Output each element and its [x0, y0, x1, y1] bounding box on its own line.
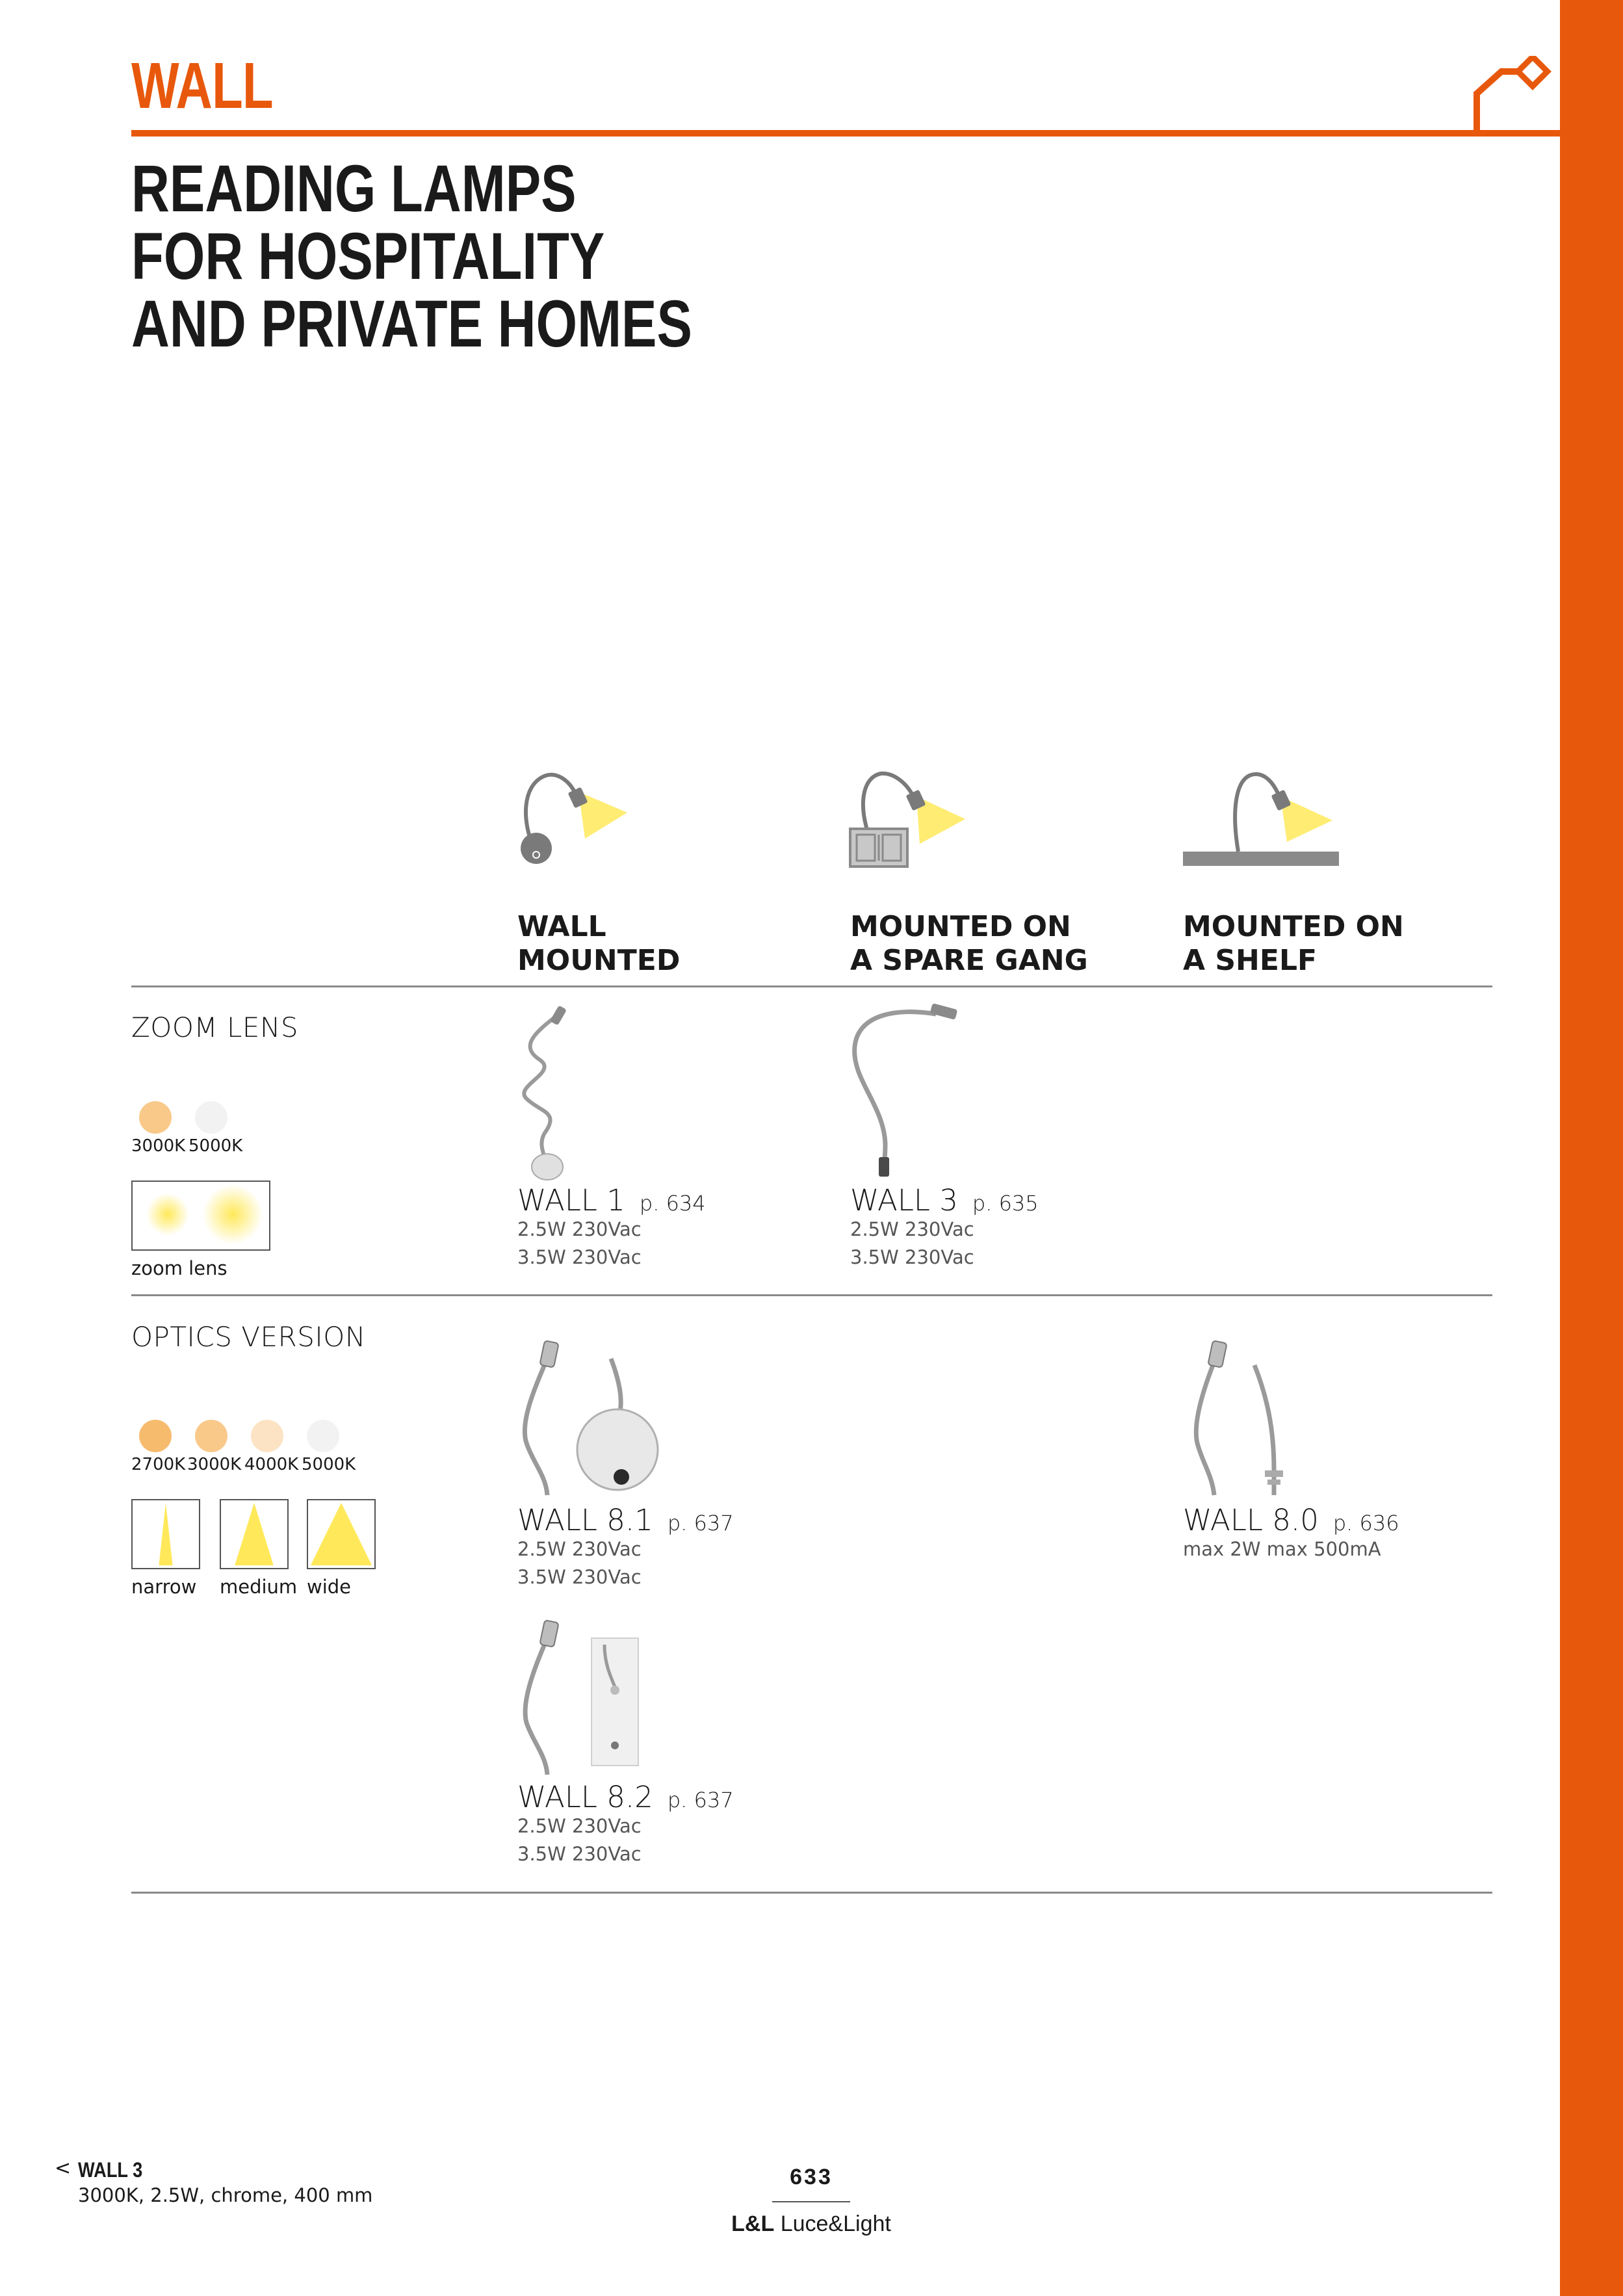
zoom-lens-caption: zoom lens: [131, 1257, 227, 1279]
beam-label-wide: wide: [307, 1576, 352, 1598]
wall80-specs: max 2W max 500mA: [1183, 1538, 1381, 1560]
col-head-wall-mounted: WALL MOUNTED: [517, 910, 681, 977]
medium-beam-diagram: [220, 1499, 289, 1569]
house-lamp-icon: [1470, 56, 1560, 137]
temp-label: 3000K: [131, 1136, 186, 1156]
divider-rule: [131, 1892, 1492, 1894]
temp-dot-2700k: [139, 1420, 172, 1452]
temp-label: 4000K: [244, 1455, 299, 1474]
wall3-product-image: [845, 1001, 962, 1183]
headline-line-1: READING LAMPS: [131, 151, 577, 226]
wall81-product-image: [507, 1333, 669, 1502]
wall82-specs: 2.5W 230Vac 3.5W 230Vac: [517, 1815, 642, 1865]
wall81-specs: 2.5W 230Vac 3.5W 230Vac: [517, 1538, 642, 1588]
temp-dot-5000k: [307, 1420, 339, 1452]
wall1-name: WALL 1 p. 634: [517, 1183, 706, 1218]
wall82-product-image: [507, 1612, 650, 1781]
orange-sidebar: [1560, 0, 1623, 2296]
spare-gang-icon: [845, 754, 975, 871]
page-number: 633: [790, 2165, 833, 2189]
wide-beam-diagram: [307, 1499, 376, 1569]
col-head-spare-gang: MOUNTED ON A SPARE GANG: [850, 910, 1088, 977]
optics-version-title: OPTICS VERSION: [131, 1321, 366, 1353]
brand-logo: L&L Luce&Light: [731, 2211, 891, 2236]
wall3-specs: 2.5W 230Vac 3.5W 230Vac: [850, 1218, 974, 1268]
wall82-name: WALL 8.2 p. 637: [517, 1780, 734, 1814]
header-rule: [131, 130, 1560, 137]
section-title: WALL: [131, 49, 273, 122]
col-head-shelf: MOUNTED ON A SHELF: [1183, 910, 1404, 977]
wall-mounted-icon: [507, 741, 637, 871]
temp-dot-3000k: [139, 1101, 172, 1134]
wall3-name: WALL 3 p. 635: [850, 1183, 1039, 1218]
caption-detail: 3000K, 2.5W, chrome, 400 mm: [78, 2184, 373, 2206]
beam-label-narrow: narrow: [131, 1576, 197, 1598]
wall80-product-image: [1176, 1333, 1319, 1502]
temp-label: 2700K: [131, 1455, 186, 1474]
temp-label: 5000K: [302, 1455, 356, 1474]
zoom-lens-diagram: [131, 1181, 270, 1251]
headline-line-2: FOR HOSPITALITY: [131, 219, 605, 293]
page-headline: [131, 151, 692, 361]
shelf-icon: [1176, 761, 1345, 871]
temp-dot-4000k: [251, 1420, 283, 1452]
narrow-beam-diagram: [131, 1499, 200, 1569]
temp-dot-3000k: [195, 1420, 227, 1452]
headline-line-3: AND PRIVATE HOMES: [131, 287, 692, 361]
divider-rule: [131, 1294, 1492, 1296]
beam-label-medium: medium: [220, 1576, 298, 1598]
wall80-name: WALL 8.0 p. 636: [1183, 1503, 1399, 1537]
page-number-rule: [772, 2201, 850, 2202]
divider-rule: [131, 985, 1492, 987]
temp-label: 5000K: [188, 1136, 243, 1156]
caption-arrow: <: [55, 2157, 71, 2180]
wall81-name: WALL 8.1 p. 637: [517, 1503, 734, 1537]
temp-label: 3000K: [187, 1455, 242, 1474]
caption-title: WALL 3: [78, 2158, 143, 2182]
wall1-product-image: [507, 1001, 585, 1183]
zoom-lens-title: ZOOM LENS: [131, 1011, 298, 1043]
temp-dot-5000k: [195, 1101, 227, 1134]
wall1-specs: 2.5W 230Vac 3.5W 230Vac: [517, 1218, 642, 1268]
